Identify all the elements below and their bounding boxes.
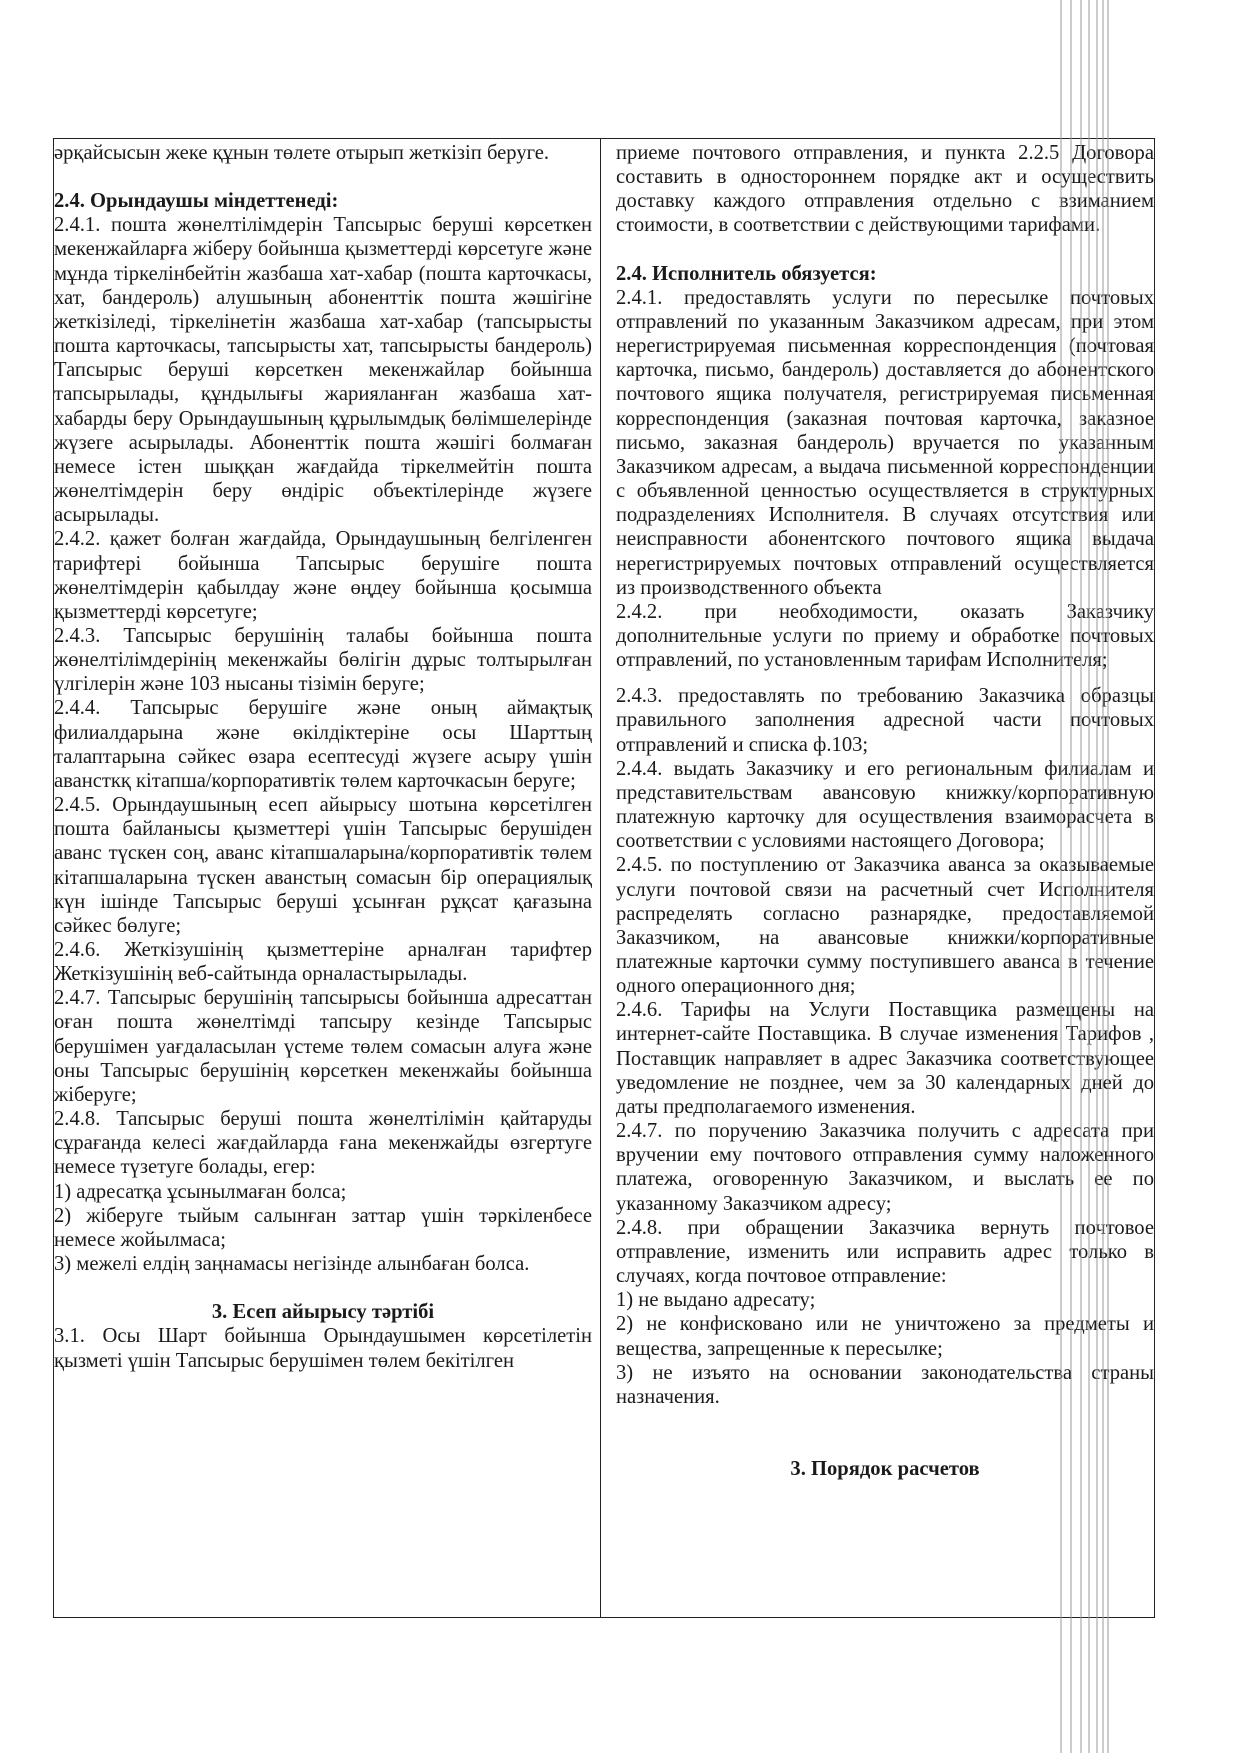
list-item-3: 3) не изъято на основании законодательства страны назначения. (616, 1361, 1154, 1408)
clause-2-4-2: 2.4.2. қажет болған жағдайда, Орындаушының белгіленген тарифтері бойынша Тапсырыс берушіге пошта жөнелтімдерін қабылдау және өңдеу бойынша қосымша қызметтерді көрсетуге; (54, 528, 592, 623)
list-item-2: 2) не конфисковано или не уничтожено за предметы и вещества, запрещенные к пересылке; (616, 1313, 1154, 1360)
paragraph-continuation: приеме почтового отправления, и пункта 2.2.5 Договора составить в одностороннем порядке акт и осуществить доставку каждого отправления отдельно с взиманием стоимости, в соответствии с действующими тарифами. (616, 142, 1154, 237)
clause-2-4-7: 2.4.7. по поручению Заказчика получить с адресата при вручении ему почтового отправления сумму наложенного платежа, оговоренную Заказчиком, и выслать ее по указанному Заказчиком адресу; (616, 1120, 1154, 1215)
column-divider (600, 139, 601, 1617)
clause-2-4-1: 2.4.1. пошта жөнелтілімдерін Тапсырыс беруші көрсеткен мекенжайларға жіберу бойынша қызметтерді көрсетуге және мұнда тіркелінбейтін жазбаша хат-хабар (пошта карточкасы, хат, бандероль) алушының абоненттік пошта жәшігіне жеткізіледі, тіркелінетін жазбаша хат-хабар (тапсырысты пошта карточкасы, тапсырысты хат, тапсырысты бандероль) Тапсырыс беруші көрсеткен мекенжайлар бойынша тапсырылады, құндылығы жарияланған жазбаша хат-хабарды беру Орындаушының құрылымдық бөлімшелерінде жүзеге асырылады. Абоненттік пошта жәшігі болмаған немесе істен шыққан жағдайда тіркелмейтін пошта жөнелтімдерін беру өндіріс объектілерінде жүзеге асырылады. (54, 214, 592, 527)
clause-3-1: 3.1. Осы Шарт бойынша Орындаушымен көрсетілетін қызметі үшін Тапсырыс берушімен төлем бекітілген (54, 1325, 592, 1372)
clause-2-4-5: 2.4.5. Орындаушының есеп айырысу шотына көрсетілген пошта байланысы қызметтері үшін Тапсырыс берушіден аванс түскен соң, аванс кітапшаларына/корпоративтік төлем кітапшаларына түскен аванстың сомасын бір операциялық күн ішінде Тапсырыс беруші ұсынған рұқсат қағазына сәйкес бөлуге; (54, 794, 592, 937)
clause-2-4-8: 2.4.8. Тапсырыс беруші пошта жөнелтілімін қайтаруды сұрағанда келесі жағдайларда ғана мекенжайды өзгертуге немесе түзетуге болады, егер: (54, 1108, 592, 1179)
section-heading-2-4: 2.4. Исполнитель обязуется: (616, 262, 877, 285)
clause-2-4-2: 2.4.2. при необходимости, оказать Заказчику дополнительные услуги по приему и обработке почтовых отправлений, по установленным тарифам Исполнителя; (616, 600, 1154, 672)
two-column-table (53, 138, 1155, 1618)
russian-column (616, 141, 1154, 1617)
section-heading-2-4: 2.4. Орындаушы міндеттенеді: (54, 190, 339, 213)
clause-2-4-5: 2.4.5. по поступлению от Заказчика аванса за оказываемые услуги почтовой связи на расчетный счет Исполнителя распределять согласно разнарядке, предоставляемой Заказчиком, на авансовые книжки/корпоративные платежные карточки сумму поступившего аванса в течение одного операционного дня; (616, 854, 1154, 998)
section-heading-3: 3. Порядок расчетов (790, 1457, 980, 1480)
list-item-2: 2) жіберуге тыйым салынған заттар үшін тәркіленбесе немесе жойылмаса; (54, 1204, 592, 1251)
clause-2-4-1: 2.4.1. предоставлять услуги по пересылке почтовых отправлений по указанным Заказчиком адресам, при этом нерегистрируемая письменная корреспонденция (почтовая карточка, письмо, бандероль) доставляется до абонентского почтового ящика получателя, регистрируемая письменная корреспонденция (заказная почтовая карточка, заказное письмо, заказная бандероль) вручается по указанным Заказчиком адресам, а выдача письменной корреспонденции с объявленной ценностью осуществляется в структурных подразделениях Исполнителя. В случаях отсутствия или неисправности абонентского почтового ящика выдача нерегистрируемых почтовых отправлений осуществляется из производственного объекта (616, 286, 1154, 599)
list-item-1: 1) не выдано адресату; (616, 1289, 816, 1312)
list-item-3: 3) межелі елдің заңнамасы негізінде алынбаған болса. (54, 1253, 530, 1276)
kazakh-column (54, 141, 592, 1617)
clause-2-4-7: 2.4.7. Тапсырыс берушінің тапсырысы бойынша адресаттан оған пошта жөнелтімді тапсыру кезінде Тапсырыс берушімен уағдаласылан үстеме төлем сомасын алуға және оны Тапсырыс берушінің көрсеткен мекенжайы бойынша жіберуге; (54, 987, 592, 1106)
clause-2-4-6: 2.4.6. Жеткізушінің қызметтеріне арналған тарифтер Жеткізушінің веб-сайтында орналастырылады. (54, 939, 592, 986)
clause-2-4-3: 2.4.3. предоставлять по требованию Заказчика образцы правильного заполнения адресной части почтовых отправлений и списка ф.103; (616, 685, 1154, 756)
section-heading-3: 3. Есеп айырысу тәртібі (211, 1301, 435, 1324)
clause-2-4-4: 2.4.4. выдать Заказчику и его региональным филиалам и представительствам авансовую книжку/корпоративную платежную карточку для осуществления взаиморасчета в соответствии с условиями настоящего Договора; (616, 757, 1154, 853)
list-item-1: 1) адресатқа ұсынылмаған болса; (54, 1180, 347, 1203)
clause-2-4-4: 2.4.4. Тапсырыс берушіге және оның аймақтық филиалдарына және өкілдіктеріне осы Шарттың талаптарына сәйкес өзара есептесуді жүзеге асыру үшін авансткқ кітапша/корпоративтік төлем карточкасын беруге; (54, 697, 592, 792)
clause-2-4-6: 2.4.6. Тарифы на Услуги Поставщика размещены на интернет-сайте Поставщика. В случае изменения Тарифов , Поставщик направляет в адрес Заказчика соответствующее уведомление не позднее, чем за 30 календарных дней до даты предполагаемого изменения. (616, 999, 1154, 1118)
clause-2-4-3: 2.4.3. Тапсырыс берушінің талабы бойынша пошта жөнелтілімдерінің мекенжайы бөлігін дұрыс толтырылған үлгілерін және 103 нысаны тізімін беруге; (54, 624, 592, 696)
paragraph-continuation: әрқайсысын жеке құнын төлете отырып жеткізіп беруге. (54, 142, 550, 164)
clause-2-4-8: 2.4.8. при обращении Заказчика вернуть почтовое отправление, изменить или исправить адрес только в случаях, когда почтовое отправление: (616, 1216, 1154, 1288)
